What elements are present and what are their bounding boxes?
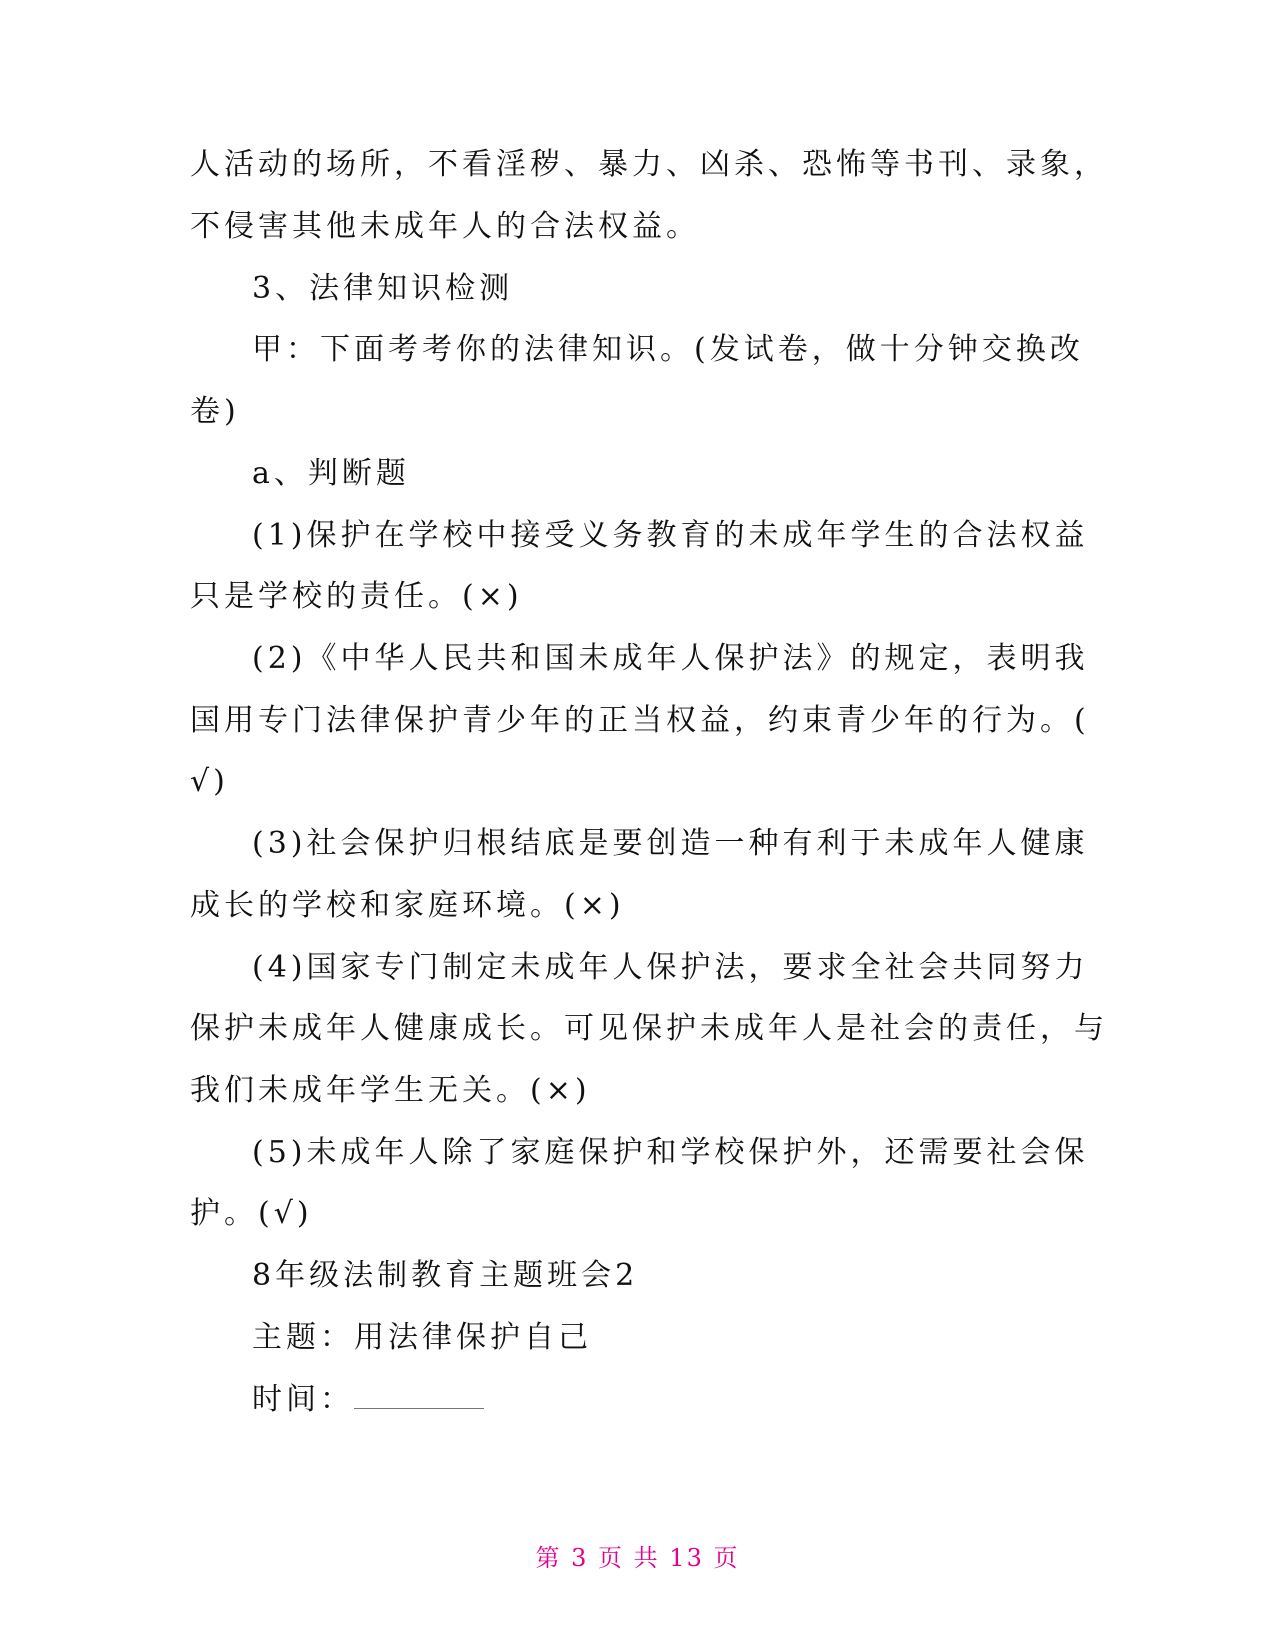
question-text-line: 成长的学校和家庭环境。(×) <box>190 888 625 923</box>
question-text-line: 保护未成年人健康成长。可见保护未成年人是社会的责任，与 <box>190 1011 1108 1046</box>
section-heading: 3、法律知识检测 <box>252 271 514 306</box>
question-text-line: (1)保护在学校中接受义务教育的未成年学生的合法权益 <box>252 518 1089 553</box>
question-text-line: 只是学校的责任。(×) <box>190 579 523 614</box>
body-text-line: 卷) <box>190 394 240 429</box>
question-text-line: (4)国家专门制定未成年人保护法，要求全社会共同努力 <box>252 950 1089 985</box>
question-text-line: √) <box>190 764 229 799</box>
body-text-line: 不侵害其他未成年人的合法权益。 <box>190 209 700 244</box>
body-text-line: 人活动的场所，不看淫秽、暴力、凶杀、恐怖等书刊、录象， <box>190 147 1108 182</box>
question-text-line: (5)未成年人除了家庭保护和学校保护外，还需要社会保 <box>252 1135 1089 1170</box>
time-label: 时间： <box>252 1382 354 1417</box>
question-text-line: (2)《中华人民共和国未成年人保护法》的规定，表明我 <box>252 641 1089 676</box>
question-text-line: 我们未成年学生无关。(×) <box>190 1073 591 1108</box>
subsection-heading: a、判断题 <box>252 456 410 491</box>
body-text-line: 甲：下面考考你的法律知识。(发试卷，做十分钟交换改 <box>252 332 1084 367</box>
page-number-footer: 第 3 页 共 13 页 <box>535 1544 740 1572</box>
question-text-line: 护。(√) <box>190 1196 313 1231</box>
theme-line: 主题：用法律保护自己 <box>252 1320 592 1355</box>
time-line <box>252 1380 1152 1420</box>
question-text-line: 国用专门法律保护青少年的正当权益，约束青少年的行为。( <box>190 703 1090 738</box>
question-text-line: (3)社会保护归根结底是要创造一种有利于未成年人健康 <box>252 826 1089 861</box>
time-blank-underline <box>354 1384 484 1409</box>
section-title: 8年级法制教育主题班会2 <box>252 1258 639 1293</box>
